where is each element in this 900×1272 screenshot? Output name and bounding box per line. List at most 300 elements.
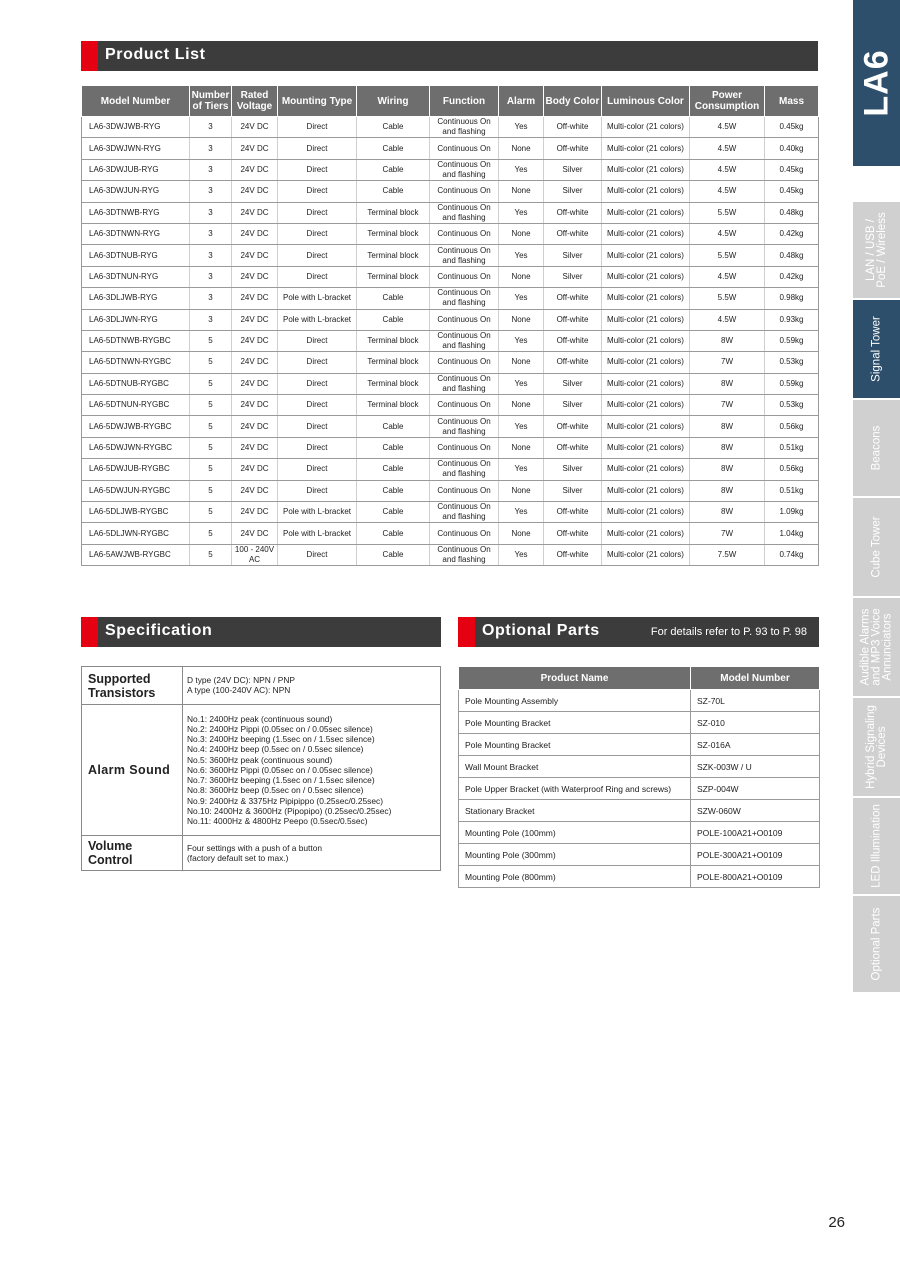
cell-alarm: None bbox=[499, 480, 544, 501]
cell-wiring: Cable bbox=[357, 181, 430, 202]
cell-function: Continuous On and flashing bbox=[430, 373, 499, 394]
table-row bbox=[82, 288, 819, 309]
cell-power: 8W bbox=[690, 373, 765, 394]
cell-power: 8W bbox=[690, 437, 765, 458]
table-row bbox=[82, 266, 819, 287]
cell-voltage: 24V DC bbox=[232, 459, 278, 480]
col-model-number: Model Number bbox=[691, 667, 820, 690]
cell-model-number: LA6-3DLJWN-RYG bbox=[82, 309, 190, 330]
table-row bbox=[82, 544, 819, 565]
cell-body-color: Off-white bbox=[544, 138, 602, 159]
spec-row-volume-control bbox=[82, 836, 441, 871]
cell-power: 4.5W bbox=[690, 266, 765, 287]
table-row bbox=[82, 373, 819, 394]
cell-mounting: Pole with L-bracket bbox=[278, 502, 357, 523]
cell-model-number: LA6-5DLJWB-RYGBC bbox=[82, 502, 190, 523]
cell-mounting: Direct bbox=[278, 437, 357, 458]
cell-voltage: 24V DC bbox=[232, 181, 278, 202]
cell-function: Continuous On bbox=[430, 223, 499, 244]
cell-power: 7W bbox=[690, 352, 765, 373]
table-row bbox=[82, 245, 819, 266]
cell-body-color: Off-white bbox=[544, 544, 602, 565]
section-title: Specification bbox=[105, 622, 213, 639]
cell-mass: 0.40kg bbox=[765, 138, 819, 159]
cell-body-color: Silver bbox=[544, 395, 602, 416]
cell-tiers: 5 bbox=[190, 437, 232, 458]
accent-bar bbox=[81, 41, 98, 71]
cell-mounting: Direct bbox=[278, 352, 357, 373]
cell-mass: 0.51kg bbox=[765, 437, 819, 458]
cell-body-color: Silver bbox=[544, 480, 602, 501]
cell-luminous-color: Multi-color (21 colors) bbox=[602, 159, 690, 180]
cell-alarm: Yes bbox=[499, 459, 544, 480]
cell-tiers: 3 bbox=[190, 202, 232, 223]
sidebar-item-beacons[interactable] bbox=[853, 400, 900, 498]
cell-model-number: LA6-5DTNUN-RYGBC bbox=[82, 395, 190, 416]
table-row bbox=[82, 459, 819, 480]
cell-mass: 0.45kg bbox=[765, 117, 819, 138]
cell-tiers: 3 bbox=[190, 223, 232, 244]
cell-mounting: Direct bbox=[278, 266, 357, 287]
specification-header bbox=[81, 617, 441, 647]
cell-voltage: 24V DC bbox=[232, 395, 278, 416]
cell-alarm: Yes bbox=[499, 502, 544, 523]
cell-power: 4.5W bbox=[690, 309, 765, 330]
table-row bbox=[459, 690, 820, 712]
cell-tiers: 3 bbox=[190, 266, 232, 287]
spec-label: Alarm Sound bbox=[82, 705, 183, 836]
cell-alarm: Yes bbox=[499, 373, 544, 394]
table-row bbox=[82, 480, 819, 501]
col-number-of-tiers: Number of Tiers bbox=[190, 86, 232, 117]
cell-luminous-color: Multi-color (21 colors) bbox=[602, 502, 690, 523]
cell-wiring: Cable bbox=[357, 138, 430, 159]
cell-power: 4.5W bbox=[690, 159, 765, 180]
cell-model-number: SZW-060W bbox=[691, 800, 820, 822]
spec-value: Four settings with a push of a button (factory default set to max.) bbox=[183, 836, 441, 871]
cell-wiring: Terminal block bbox=[357, 352, 430, 373]
table-header-row bbox=[82, 86, 819, 117]
cell-mounting: Direct bbox=[278, 330, 357, 351]
cell-alarm: None bbox=[499, 309, 544, 330]
cell-body-color: Off-white bbox=[544, 309, 602, 330]
spec-row-alarm-sound bbox=[82, 705, 441, 836]
cell-function: Continuous On bbox=[430, 266, 499, 287]
accent-bar bbox=[458, 617, 475, 647]
cell-mass: 0.42kg bbox=[765, 223, 819, 244]
cell-body-color: Off-white bbox=[544, 117, 602, 138]
cell-model-number: LA6-3DTNWB-RYG bbox=[82, 202, 190, 223]
cell-function: Continuous On and flashing bbox=[430, 202, 499, 223]
cell-mounting: Direct bbox=[278, 395, 357, 416]
cell-model-number: LA6-5DWJUB-RYGBC bbox=[82, 459, 190, 480]
cell-model-number: LA6-5DWJWN-RYGBC bbox=[82, 437, 190, 458]
cell-power: 8W bbox=[690, 330, 765, 351]
cell-luminous-color: Multi-color (21 colors) bbox=[602, 373, 690, 394]
sidebar-item-label: LED Illumination bbox=[870, 804, 882, 888]
cell-wiring: Cable bbox=[357, 117, 430, 138]
cell-model-number: LA6-3DTNUN-RYG bbox=[82, 266, 190, 287]
cell-mounting: Pole with L-bracket bbox=[278, 309, 357, 330]
cell-power: 8W bbox=[690, 480, 765, 501]
cell-function: Continuous On and flashing bbox=[430, 459, 499, 480]
cell-function: Continuous On and flashing bbox=[430, 159, 499, 180]
cell-product-name: Mounting Pole (800mm) bbox=[459, 866, 691, 888]
cell-alarm: Yes bbox=[499, 416, 544, 437]
cell-luminous-color: Multi-color (21 colors) bbox=[602, 245, 690, 266]
cell-tiers: 3 bbox=[190, 245, 232, 266]
cell-mounting: Direct bbox=[278, 416, 357, 437]
cell-luminous-color: Multi-color (21 colors) bbox=[602, 459, 690, 480]
section-title: Product List bbox=[105, 46, 206, 63]
cell-voltage: 24V DC bbox=[232, 309, 278, 330]
cell-model-number: LA6-3DWJWB-RYG bbox=[82, 117, 190, 138]
cell-alarm: Yes bbox=[499, 245, 544, 266]
cell-wiring: Cable bbox=[357, 459, 430, 480]
table-row bbox=[82, 223, 819, 244]
sidebar-item-label: Audible Alarms and MP3 Voice Annunciators bbox=[859, 608, 893, 686]
cell-model-number: SZ-016A bbox=[691, 734, 820, 756]
col-product-name: Product Name bbox=[459, 667, 691, 690]
cell-body-color: Off-white bbox=[544, 416, 602, 437]
cell-model-number: POLE-800A21+O0109 bbox=[691, 866, 820, 888]
cell-model-number: SZK-003W / U bbox=[691, 756, 820, 778]
cell-power: 7W bbox=[690, 523, 765, 544]
cell-voltage: 24V DC bbox=[232, 416, 278, 437]
cell-function: Continuous On and flashing bbox=[430, 117, 499, 138]
cell-alarm: None bbox=[499, 523, 544, 544]
cell-product-name: Mounting Pole (100mm) bbox=[459, 822, 691, 844]
cell-function: Continuous On and flashing bbox=[430, 416, 499, 437]
table-row bbox=[459, 800, 820, 822]
table-row bbox=[82, 309, 819, 330]
cell-mounting: Direct bbox=[278, 117, 357, 138]
optional-parts-table bbox=[458, 666, 820, 888]
cell-wiring: Cable bbox=[357, 309, 430, 330]
cell-body-color: Off-white bbox=[544, 202, 602, 223]
cell-voltage: 24V DC bbox=[232, 288, 278, 309]
cell-voltage: 24V DC bbox=[232, 373, 278, 394]
table-row bbox=[82, 330, 819, 351]
cell-voltage: 100 - 240V AC bbox=[232, 544, 278, 565]
cell-luminous-color: Multi-color (21 colors) bbox=[602, 309, 690, 330]
cell-power: 4.5W bbox=[690, 138, 765, 159]
cell-voltage: 24V DC bbox=[232, 245, 278, 266]
cell-mass: 0.74kg bbox=[765, 544, 819, 565]
cell-voltage: 24V DC bbox=[232, 437, 278, 458]
cell-mounting: Direct bbox=[278, 223, 357, 244]
product-list-table bbox=[81, 85, 819, 566]
cell-mass: 0.56kg bbox=[765, 416, 819, 437]
cell-body-color: Silver bbox=[544, 159, 602, 180]
cell-luminous-color: Multi-color (21 colors) bbox=[602, 330, 690, 351]
cell-function: Continuous On bbox=[430, 309, 499, 330]
cell-voltage: 24V DC bbox=[232, 502, 278, 523]
cell-mounting: Direct bbox=[278, 202, 357, 223]
cell-alarm: Yes bbox=[499, 202, 544, 223]
sidebar-item-audible-alarms[interactable] bbox=[853, 598, 900, 698]
cell-wiring: Cable bbox=[357, 480, 430, 501]
cell-body-color: Silver bbox=[544, 181, 602, 202]
cell-luminous-color: Multi-color (21 colors) bbox=[602, 202, 690, 223]
table-header-row bbox=[459, 667, 820, 690]
cell-function: Continuous On and flashing bbox=[430, 245, 499, 266]
sidebar-item-lan-usb[interactable] bbox=[853, 202, 900, 300]
table-row bbox=[82, 352, 819, 373]
cell-product-name: Pole Mounting Bracket bbox=[459, 734, 691, 756]
col-wiring: Wiring bbox=[357, 86, 430, 117]
cell-tiers: 3 bbox=[190, 159, 232, 180]
sidebar-item-label: Beacons bbox=[870, 425, 882, 471]
cell-function: Continuous On and flashing bbox=[430, 502, 499, 523]
cell-alarm: None bbox=[499, 395, 544, 416]
cell-mass: 0.48kg bbox=[765, 202, 819, 223]
cell-luminous-color: Multi-color (21 colors) bbox=[602, 437, 690, 458]
sidebar-item-label: Signal Tower bbox=[870, 316, 882, 382]
spec-label: Supported Transistors bbox=[82, 667, 183, 705]
cell-mounting: Direct bbox=[278, 245, 357, 266]
cell-tiers: 3 bbox=[190, 309, 232, 330]
cell-model-number: LA6-5DWJUN-RYGBC bbox=[82, 480, 190, 501]
cell-wiring: Terminal block bbox=[357, 223, 430, 244]
cell-model-number: LA6-3DWJWN-RYG bbox=[82, 138, 190, 159]
cell-wiring: Cable bbox=[357, 502, 430, 523]
cell-mounting: Direct bbox=[278, 544, 357, 565]
cell-body-color: Off-white bbox=[544, 223, 602, 244]
cell-function: Continuous On bbox=[430, 437, 499, 458]
cell-alarm: Yes bbox=[499, 544, 544, 565]
cell-power: 8W bbox=[690, 459, 765, 480]
table-row bbox=[459, 866, 820, 888]
cell-model-number: SZ-010 bbox=[691, 712, 820, 734]
series-code: LA6 bbox=[857, 49, 895, 117]
cell-model-number: LA6-5DTNWN-RYGBC bbox=[82, 352, 190, 373]
col-model-number: Model Number bbox=[82, 86, 190, 117]
table-row bbox=[82, 502, 819, 523]
cell-voltage: 24V DC bbox=[232, 202, 278, 223]
cell-function: Continuous On bbox=[430, 523, 499, 544]
page-number: 26 bbox=[828, 1214, 845, 1231]
cell-alarm: Yes bbox=[499, 330, 544, 351]
cell-power: 4.5W bbox=[690, 117, 765, 138]
table-row bbox=[459, 756, 820, 778]
spec-row-transistors bbox=[82, 667, 441, 705]
cell-product-name: Pole Mounting Assembly bbox=[459, 690, 691, 712]
table-row bbox=[82, 416, 819, 437]
cell-voltage: 24V DC bbox=[232, 266, 278, 287]
col-alarm: Alarm bbox=[499, 86, 544, 117]
cell-mass: 0.56kg bbox=[765, 459, 819, 480]
cell-wiring: Terminal block bbox=[357, 245, 430, 266]
cell-model-number: POLE-300A21+O0109 bbox=[691, 844, 820, 866]
col-mounting-type: Mounting Type bbox=[278, 86, 357, 117]
cell-luminous-color: Multi-color (21 colors) bbox=[602, 480, 690, 501]
cell-voltage: 24V DC bbox=[232, 159, 278, 180]
cell-tiers: 3 bbox=[190, 181, 232, 202]
cell-product-name: Stationary Bracket bbox=[459, 800, 691, 822]
cell-alarm: Yes bbox=[499, 159, 544, 180]
table-row bbox=[82, 395, 819, 416]
col-rated-voltage: Rated Voltage bbox=[232, 86, 278, 117]
cell-luminous-color: Multi-color (21 colors) bbox=[602, 266, 690, 287]
cell-wiring: Terminal block bbox=[357, 202, 430, 223]
section-note: For details refer to P. 93 to P. 98 bbox=[650, 626, 807, 638]
cell-voltage: 24V DC bbox=[232, 330, 278, 351]
cell-mass: 0.59kg bbox=[765, 330, 819, 351]
cell-power: 8W bbox=[690, 502, 765, 523]
cell-model-number: SZP-004W bbox=[691, 778, 820, 800]
cell-tiers: 3 bbox=[190, 138, 232, 159]
cell-wiring: Terminal block bbox=[357, 395, 430, 416]
cell-body-color: Silver bbox=[544, 373, 602, 394]
cell-body-color: Silver bbox=[544, 266, 602, 287]
col-luminous-color: Luminous Color bbox=[602, 86, 690, 117]
cell-body-color: Off-white bbox=[544, 330, 602, 351]
cell-tiers: 5 bbox=[190, 330, 232, 351]
cell-mass: 0.93kg bbox=[765, 309, 819, 330]
cell-tiers: 5 bbox=[190, 502, 232, 523]
sidebar-item-label: Optional Parts bbox=[870, 907, 882, 981]
cell-luminous-color: Multi-color (21 colors) bbox=[602, 223, 690, 244]
cell-model-number: LA6-3DLJWB-RYG bbox=[82, 288, 190, 309]
cell-luminous-color: Multi-color (21 colors) bbox=[602, 395, 690, 416]
sidebar-item-led-illumination[interactable] bbox=[853, 798, 900, 896]
cell-product-name: Pole Upper Bracket (with Waterproof Ring and screws) bbox=[459, 778, 691, 800]
cell-power: 4.5W bbox=[690, 223, 765, 244]
cell-tiers: 5 bbox=[190, 480, 232, 501]
sidebar-item-optional-parts[interactable] bbox=[853, 896, 900, 994]
cell-power: 5.5W bbox=[690, 288, 765, 309]
cell-luminous-color: Multi-color (21 colors) bbox=[602, 181, 690, 202]
cell-power: 4.5W bbox=[690, 181, 765, 202]
cell-power: 5.5W bbox=[690, 202, 765, 223]
table-row bbox=[82, 437, 819, 458]
cell-body-color: Off-white bbox=[544, 523, 602, 544]
cell-mass: 0.45kg bbox=[765, 181, 819, 202]
cell-product-name: Mounting Pole (300mm) bbox=[459, 844, 691, 866]
cell-voltage: 24V DC bbox=[232, 352, 278, 373]
cell-luminous-color: Multi-color (21 colors) bbox=[602, 117, 690, 138]
optional-parts-body bbox=[459, 690, 820, 888]
cell-mounting: Direct bbox=[278, 373, 357, 394]
col-body-color: Body Color bbox=[544, 86, 602, 117]
cell-luminous-color: Multi-color (21 colors) bbox=[602, 352, 690, 373]
section-title: Optional Parts bbox=[482, 622, 600, 639]
cell-mass: 0.48kg bbox=[765, 245, 819, 266]
col-mass: Mass bbox=[765, 86, 819, 117]
cell-mounting: Direct bbox=[278, 459, 357, 480]
table-row bbox=[459, 844, 820, 866]
cell-tiers: 5 bbox=[190, 544, 232, 565]
cell-voltage: 24V DC bbox=[232, 138, 278, 159]
specification-table bbox=[81, 666, 441, 871]
cell-mass: 0.42kg bbox=[765, 266, 819, 287]
cell-tiers: 5 bbox=[190, 523, 232, 544]
cell-wiring: Terminal block bbox=[357, 330, 430, 351]
table-row bbox=[82, 138, 819, 159]
sidebar-item-cube-tower[interactable] bbox=[853, 498, 900, 598]
table-row bbox=[459, 822, 820, 844]
cell-model-number: LA6-3DWJUN-RYG bbox=[82, 181, 190, 202]
cell-voltage: 24V DC bbox=[232, 223, 278, 244]
sidebar-item-label: Hybrid Signaling Devices bbox=[864, 705, 888, 789]
cell-mass: 0.45kg bbox=[765, 159, 819, 180]
cell-mounting: Direct bbox=[278, 181, 357, 202]
cell-function: Continuous On and flashing bbox=[430, 544, 499, 565]
spec-value: D type (24V DC): NPN / PNP A type (100-240V AC): NPN bbox=[183, 667, 441, 705]
cell-mass: 0.53kg bbox=[765, 395, 819, 416]
cell-mounting: Direct bbox=[278, 480, 357, 501]
series-code-tab bbox=[853, 0, 900, 166]
cell-wiring: Cable bbox=[357, 288, 430, 309]
cell-function: Continuous On and flashing bbox=[430, 288, 499, 309]
table-row bbox=[82, 523, 819, 544]
cell-alarm: Yes bbox=[499, 117, 544, 138]
cell-luminous-color: Multi-color (21 colors) bbox=[602, 544, 690, 565]
cell-wiring: Cable bbox=[357, 544, 430, 565]
sidebar-item-label: Cube Tower bbox=[870, 516, 882, 578]
cell-mass: 1.09kg bbox=[765, 502, 819, 523]
cell-body-color: Off-white bbox=[544, 502, 602, 523]
cell-luminous-color: Multi-color (21 colors) bbox=[602, 416, 690, 437]
sidebar-item-label: LAN / USB / PoE / Wireless bbox=[864, 212, 888, 288]
cell-mounting: Direct bbox=[278, 138, 357, 159]
table-row bbox=[459, 734, 820, 756]
cell-function: Continuous On bbox=[430, 480, 499, 501]
cell-mass: 0.53kg bbox=[765, 352, 819, 373]
col-function: Function bbox=[430, 86, 499, 117]
cell-wiring: Terminal block bbox=[357, 373, 430, 394]
product-list-header bbox=[81, 41, 818, 71]
cell-mass: 1.04kg bbox=[765, 523, 819, 544]
cell-alarm: None bbox=[499, 266, 544, 287]
cell-tiers: 3 bbox=[190, 288, 232, 309]
cell-mass: 0.59kg bbox=[765, 373, 819, 394]
accent-bar bbox=[81, 617, 98, 647]
cell-model-number: LA6-5DTNWB-RYGBC bbox=[82, 330, 190, 351]
cell-body-color: Off-white bbox=[544, 437, 602, 458]
cell-power: 7.5W bbox=[690, 544, 765, 565]
cell-power: 7W bbox=[690, 395, 765, 416]
cell-body-color: Off-white bbox=[544, 288, 602, 309]
spec-label: Volume Control bbox=[82, 836, 183, 871]
table-row bbox=[459, 778, 820, 800]
cell-body-color: Off-white bbox=[544, 352, 602, 373]
spec-value: No.1: 2400Hz peak (continuous sound) No.2: 2400Hz Pippi (0.05sec on / 0.05sec silence) No.3: 2400Hz beeping (1.5sec on / 1.5sec silence) No.4: 2400Hz beep (0.5sec on / 0.5sec silence) No.5: 3600Hz peak (continuous sound) No.6: 3600Hz Pippi (0.05sec on / 0.05sec silence) No.7: 3600Hz beeping (1.5sec on / 1.5sec silence) No.8: 3600Hz beep (0.5sec on / 0.5sec silence) No.9: 2400Hz & 3375Hz Pipipippo (0.25sec/0.25sec) No.10: 2400Hz & 3600Hz (Pipopipo) (0.25sec/0.25sec) No.11: 4000Hz & 4800Hz Peepo (0.5sec/0.5sec) bbox=[183, 705, 441, 836]
cell-alarm: None bbox=[499, 223, 544, 244]
cell-product-name: Wall Mount Bracket bbox=[459, 756, 691, 778]
cell-power: 5.5W bbox=[690, 245, 765, 266]
table-row bbox=[82, 181, 819, 202]
col-power-consumption: Power Consumption bbox=[690, 86, 765, 117]
cell-mass: 0.51kg bbox=[765, 480, 819, 501]
cell-tiers: 5 bbox=[190, 459, 232, 480]
cell-voltage: 24V DC bbox=[232, 117, 278, 138]
cell-body-color: Silver bbox=[544, 459, 602, 480]
cell-body-color: Silver bbox=[544, 245, 602, 266]
cell-model-number: LA6-5AWJWB-RYGBC bbox=[82, 544, 190, 565]
cell-tiers: 5 bbox=[190, 352, 232, 373]
sidebar-item-hybrid-signaling[interactable] bbox=[853, 698, 900, 798]
cell-luminous-color: Multi-color (21 colors) bbox=[602, 138, 690, 159]
cell-function: Continuous On and flashing bbox=[430, 330, 499, 351]
cell-wiring: Cable bbox=[357, 523, 430, 544]
cell-wiring: Cable bbox=[357, 437, 430, 458]
table-row bbox=[459, 712, 820, 734]
cell-model-number: POLE-100A21+O0109 bbox=[691, 822, 820, 844]
sidebar-item-signal-tower[interactable] bbox=[853, 300, 900, 400]
cell-tiers: 5 bbox=[190, 416, 232, 437]
